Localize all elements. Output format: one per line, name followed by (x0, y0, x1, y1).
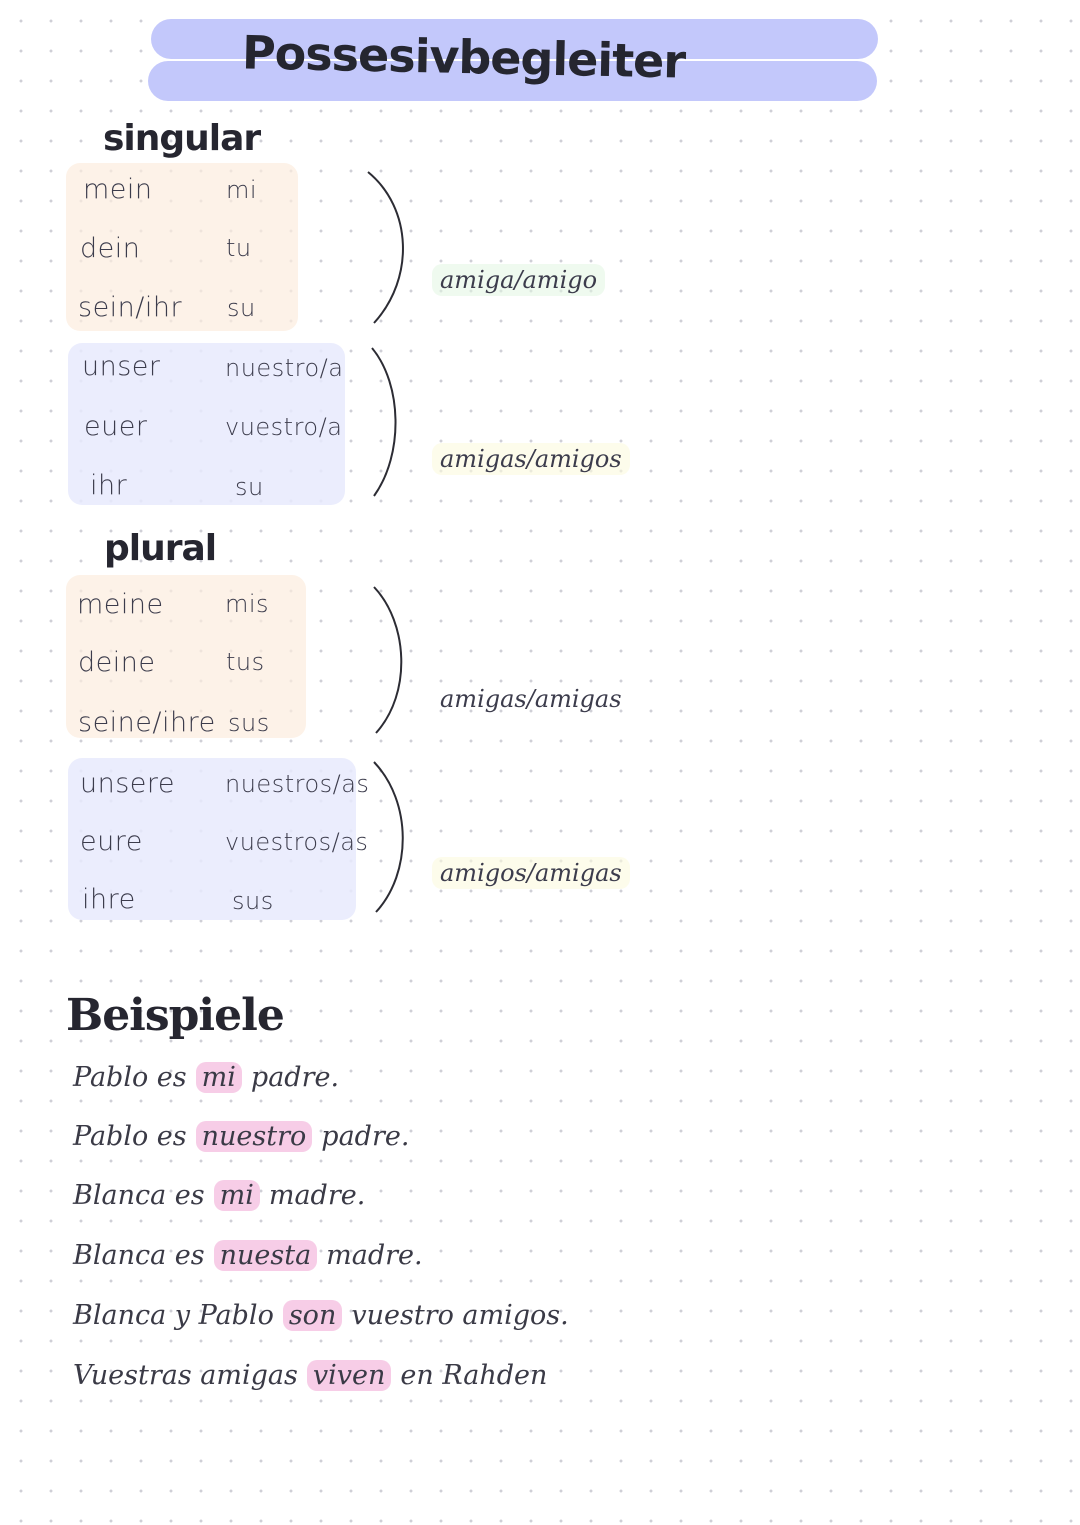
de-word: unsere (80, 768, 176, 799)
bracket (360, 758, 420, 916)
de-word: seine/ihre (78, 707, 216, 738)
es-word: sus (228, 709, 270, 737)
meaning-label: amigas/amigos (432, 443, 630, 475)
heading-plural: plural (104, 528, 217, 569)
example-sentence: Blanca y Pablo son vuestro amigos. (73, 1300, 569, 1331)
highlighted-word: mi (214, 1180, 260, 1211)
es-word: vuestros/as (225, 828, 369, 856)
es-word: tu (226, 234, 252, 262)
meaning-label: amiga/amigo (432, 264, 605, 296)
bracket (360, 583, 420, 737)
bracket (360, 344, 420, 500)
example-sentence: Blanca es mi madre. (73, 1180, 366, 1211)
es-word: nuestros/as (225, 770, 370, 798)
es-word: sus (232, 887, 274, 915)
es-word: nuestro/a (225, 354, 344, 382)
highlighted-word: nuestro (196, 1121, 313, 1152)
es-word: mis (225, 590, 270, 618)
example-sentence: Pablo es nuestro padre. (73, 1121, 410, 1152)
de-word: deine (78, 647, 156, 678)
es-word: vuestro/a (225, 413, 343, 441)
highlighted-word: mi (196, 1062, 242, 1093)
es-word: su (227, 294, 256, 322)
es-word: mi (226, 176, 258, 204)
example-sentence: Pablo es mi padre. (73, 1062, 340, 1093)
de-word: ihre (82, 884, 136, 915)
meaning-label: amigos/amigas (432, 857, 630, 889)
es-word: su (235, 473, 264, 501)
de-word: unser (82, 351, 161, 382)
de-word: euer (84, 411, 148, 442)
example-sentence: Blanca es nuesta madre. (73, 1240, 423, 1271)
heading-examples: Beispiele (66, 990, 284, 1041)
highlighted-word: son (283, 1300, 343, 1331)
example-sentence: Vuestras amigas viven en Rahden (73, 1360, 548, 1391)
de-word: eure (80, 826, 143, 857)
de-word: sein/ihr (78, 292, 183, 323)
de-word: dein (80, 233, 141, 264)
de-word: ihr (90, 470, 128, 501)
bracket (360, 168, 420, 328)
es-word: tus (226, 648, 265, 676)
highlighted-word: nuesta (214, 1240, 318, 1271)
page-title: Possesivbegleiter (241, 25, 686, 89)
heading-singular: singular (103, 118, 261, 159)
highlighted-word: viven (307, 1360, 392, 1391)
de-word: mein (83, 174, 153, 205)
meaning-label: amigas/amigas (440, 685, 622, 713)
de-word: meine (77, 589, 164, 620)
